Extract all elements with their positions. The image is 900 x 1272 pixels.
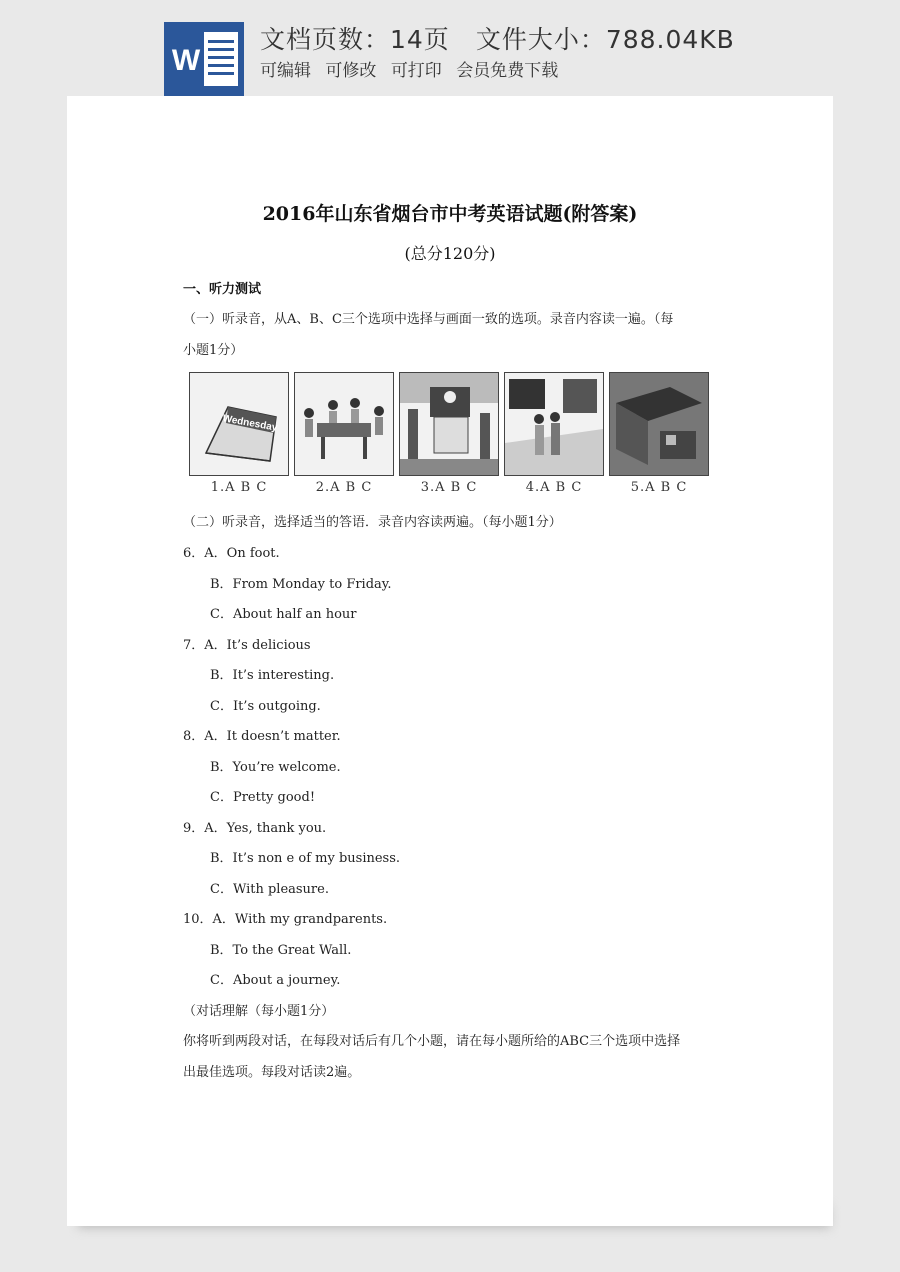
question-9-option-a: 9．A．Yes, thank you.: [183, 821, 327, 836]
question-8-option-b: B．You’re welcome.: [210, 760, 341, 775]
picture-3: [399, 372, 499, 476]
part3-instructions: 你将听到两段对话，在每段对话后有几个小题，请在每小题所给的ABC三个选项中选择: [183, 1034, 681, 1049]
word-doc-icon: [164, 22, 244, 96]
part3-heading: （对话理解（每小题1分）: [183, 1004, 335, 1019]
feature-editable: 可编辑: [260, 61, 311, 81]
question-7-option-a: 7．A．It’s delicious: [183, 638, 311, 653]
question-7-option-b: B．It’s interesting.: [210, 668, 335, 683]
question-10-option-c: C．About a journey.: [210, 973, 341, 988]
feature-list: [260, 56, 567, 81]
file-meta: [260, 20, 735, 56]
file-size: 文件大小：788.04KB: [475, 25, 735, 54]
picture-5: [609, 372, 709, 476]
section-heading: 一、听力测试: [183, 282, 262, 297]
question-8-option-c: C．Pretty good!: [210, 790, 316, 805]
feature-free-download: 会员免费下载: [456, 61, 559, 81]
picture-2: [294, 372, 394, 476]
part3-instructions-cont: 出最佳选项。每段对话读2遍。: [183, 1065, 361, 1080]
svg-text:Wednesday: Wednesday: [221, 413, 279, 434]
document-page: [67, 96, 833, 1226]
question-10-option-a: 10．A．With my grandparents.: [183, 912, 388, 927]
question-8-option-a: 8．A．It doesn’t matter.: [183, 729, 341, 744]
picture-1: [189, 372, 289, 476]
question-10-option-b: B．To the Great Wall.: [210, 943, 352, 958]
picture-1-label: 1.A B C: [210, 480, 268, 495]
picture-3-label: 3.A B C: [420, 480, 478, 495]
feature-modifiable: 可修改: [325, 61, 377, 81]
document-title: 2016年山东省烟台市中考英语试题(附答案): [262, 203, 638, 225]
picture-strip: [189, 372, 709, 502]
question-9-option-c: C．With pleasure.: [210, 882, 329, 897]
picture-5-label: 5.A B C: [630, 480, 688, 495]
part1-instructions-cont: 小题1分）: [183, 343, 244, 358]
question-9-option-b: B．It’s non e of my business.: [210, 851, 401, 866]
download-banner: [0, 0, 900, 96]
feature-printable: 可打印: [390, 61, 442, 81]
question-7-option-c: C．It’s outgoing.: [210, 699, 321, 714]
question-6-option-c: C．About half an hour: [210, 607, 357, 622]
document-subtitle: (总分120分): [404, 244, 496, 263]
part2-instructions: （二）听录音，选择适当的答语．录音内容读两遍。（每小题1分）: [183, 515, 562, 530]
part1-instructions: （一）听录音，从A、B、C三个选项中选择与画面一致的选项。录音内容读一遍。（每: [183, 312, 674, 327]
page-count: 文档页数：14页: [260, 25, 450, 54]
svg-text:W: W: [171, 44, 201, 77]
picture-2-label: 2.A B C: [315, 480, 373, 495]
picture-4-label: 4.A B C: [525, 480, 583, 495]
picture-4: [504, 372, 604, 476]
question-6-option-b: B．From Monday to Friday.: [210, 577, 392, 592]
question-6-option-a: 6．A．On foot.: [183, 546, 280, 561]
